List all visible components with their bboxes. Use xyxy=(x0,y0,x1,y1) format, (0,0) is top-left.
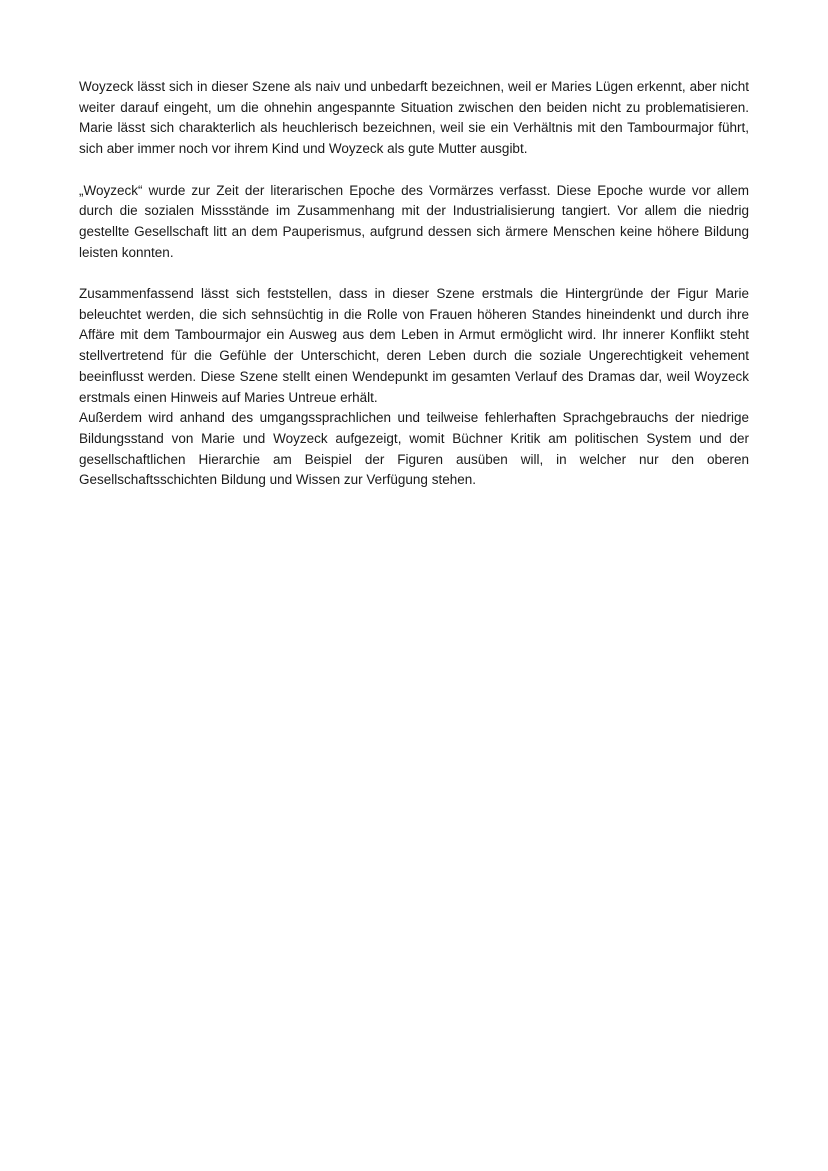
paragraph-historical-context: „Woyzeck“ wurde zur Zeit der literarischen Epoche des Vormärzes verfasst. Diese Epoche wurde vor allem durch die sozialen Missstände im Zusammenhang mit der Industrialisierung tangiert. Vor allem die niedrig gestellte Gesellschaft litt an dem Pauperismus, aufgrund dessen sich ärmere Menschen keine höhere Bildung leisten konnten. xyxy=(79,182,749,260)
document-body xyxy=(79,77,749,491)
paragraph-language-critique: Außerdem wird anhand des umgangssprachlichen und teilweise fehlerhaften Sprachgebrauchs der niedrige Bildungsstand von Marie und Woyzeck aufgezeigt, womit Büchner Kritik am politischen System und der gesellschaftlichen Hierarchie am Beispiel der Figuren ausüben will, in welcher nur den oberen Gesellschaftsschichten Bildung und Wissen zur Verfügung stehen. xyxy=(79,410,749,488)
paragraph-summary: Zusammenfassend lässt sich feststellen, dass in dieser Szene erstmals die Hintergründe der Figur Marie beleuchtet werden, die sich sehnsüchtig in die Rolle von Frauen höheren Standes hineindenkt und durch ihre Affäre mit dem Tambourmajor ein Ausweg aus dem Leben in Armut ermöglicht wird. Ihr innerer Konflikt steht stellvertretend für die Gefühle der Unterschicht, deren Leben durch die soziale Ungerechtigkeit vehement beeinflusst werden. Diese Szene stellt einen Wendepunkt im gesamten Verlauf des Dramas dar, weil Woyzeck erstmals einen Hinweis auf Maries Untreue erhält. xyxy=(79,286,749,405)
paragraph-character-analysis: Woyzeck lässt sich in dieser Szene als naiv und unbedarft bezeichnen, weil er Maries Lügen erkennt, aber nicht weiter darauf eingeht, um die ohnehin angespannte Situation zwischen den beiden nicht zu problematisieren. Marie lässt sich charakterlich als heuchlerisch bezeichnen, weil sie ein Verhältnis mit den Tambourmajor führt, sich aber immer noch vor ihrem Kind und Woyzeck als gute Mutter ausgibt. xyxy=(79,79,749,157)
